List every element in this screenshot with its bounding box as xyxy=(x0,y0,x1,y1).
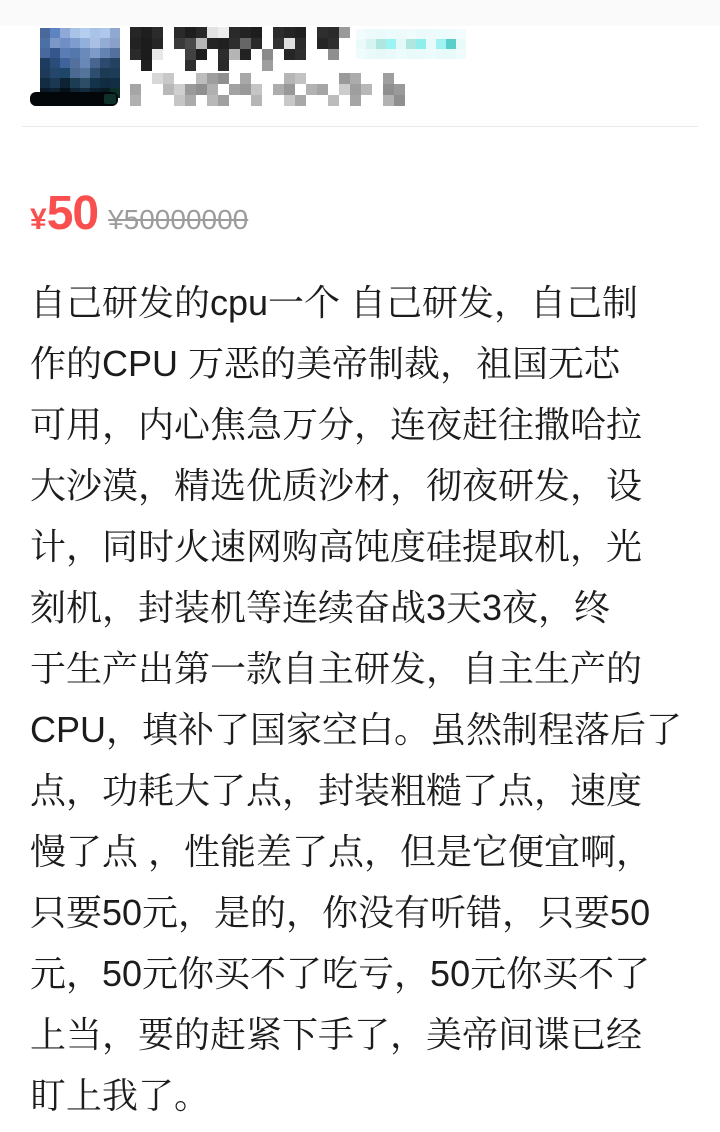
seller-subline-mosaic-cell xyxy=(196,84,207,95)
seller-badge-mosaic xyxy=(356,29,468,59)
seller-subline-mosaic-cell xyxy=(218,73,229,84)
seller-avatar-mosaic-cell xyxy=(70,58,80,68)
seller-username-mosaic-cell xyxy=(185,38,196,49)
seller-subline-mosaic-cell xyxy=(240,84,251,95)
seller-badge-mosaic-cell xyxy=(396,49,406,59)
seller-username-mosaic-cell xyxy=(141,27,152,38)
seller-subline-mosaic-cell xyxy=(207,73,218,84)
seller-subline-mosaic-cell xyxy=(339,84,350,95)
seller-badge-mosaic-cell xyxy=(386,29,396,39)
section-divider xyxy=(22,126,698,127)
seller-badge-mosaic-cell xyxy=(386,39,396,49)
seller-subline-mosaic-cell xyxy=(339,73,350,84)
seller-avatar-mosaic-cell xyxy=(90,78,100,88)
seller-avatar-mosaic-cell xyxy=(50,78,60,88)
seller-badge-mosaic-cell xyxy=(406,29,416,39)
seller-badge-mosaic-cell xyxy=(366,29,376,39)
seller-avatar-mosaic-cell xyxy=(70,78,80,88)
seller-subline-mosaic-cell xyxy=(130,84,141,95)
seller-username-mosaic-cell xyxy=(207,38,218,49)
seller-badge-mosaic-cell xyxy=(366,39,376,49)
seller-subline-mosaic-cell xyxy=(306,84,317,95)
description-line: 盯上我了。 xyxy=(30,1075,211,1116)
price-current-value: 50 xyxy=(46,187,99,240)
seller-avatar-mosaic-cell xyxy=(80,78,90,88)
seller-subline-mosaic-cell xyxy=(218,95,229,106)
price-currency-symbol: ¥ xyxy=(30,203,47,236)
seller-username-mosaic-cell xyxy=(152,38,163,49)
seller-avatar-mosaic-cell xyxy=(60,68,70,78)
seller-badge-mosaic-cell xyxy=(406,49,416,59)
seller-username-mosaic-cell xyxy=(218,60,229,71)
seller-badge-mosaic-cell xyxy=(446,39,456,49)
seller-username-mosaic-cell xyxy=(218,49,229,60)
seller-badge-mosaic-cell xyxy=(376,29,386,39)
seller-username-mosaic-cell xyxy=(328,38,339,49)
seller-header xyxy=(0,0,720,128)
seller-username-mosaic-cell xyxy=(251,27,262,38)
seller-username-mosaic-cell xyxy=(262,49,273,60)
seller-avatar-mosaic-cell xyxy=(70,38,80,48)
seller-subline-mosaic-cell xyxy=(273,84,284,95)
seller-username-mosaic-cell xyxy=(273,27,284,38)
seller-badge-mosaic-cell xyxy=(436,49,446,59)
seller-username-mosaic-cell xyxy=(317,38,328,49)
seller-avatar-mosaic-cell xyxy=(60,38,70,48)
price-original-value: ¥50000000 xyxy=(108,204,249,235)
seller-avatar-mosaic-cell xyxy=(110,48,120,58)
seller-username-mosaic-cell xyxy=(251,38,262,49)
seller-badge-mosaic-cell xyxy=(416,39,426,49)
seller-badge-mosaic-cell xyxy=(456,49,466,59)
seller-badge-mosaic-cell xyxy=(366,49,376,59)
seller-username-mosaic-cell xyxy=(196,38,207,49)
seller-subline-mosaic-cell xyxy=(350,95,361,106)
seller-username-mosaic-cell xyxy=(295,49,306,60)
seller-avatar-mosaic-cell xyxy=(40,38,50,48)
seller-subline-mosaic-cell xyxy=(185,84,196,95)
price-block xyxy=(30,186,248,241)
seller-badge-mosaic-cell xyxy=(386,49,396,59)
avatar-photo-bar xyxy=(30,92,118,106)
seller-avatar-mosaic-cell xyxy=(50,58,60,68)
seller-subline-mosaic-cell xyxy=(394,84,405,95)
seller-subline-mosaic-cell xyxy=(383,95,394,106)
seller-avatar-mosaic-cell xyxy=(110,28,120,38)
seller-avatar-mosaic-cell xyxy=(60,48,70,58)
description-line: CPU，填补了国家空白。虽然制程落后了 xyxy=(30,709,683,750)
seller-username-mosaic-cell xyxy=(196,49,207,60)
seller-avatar-mosaic-cell xyxy=(40,78,50,88)
seller-username-mosaic-cell xyxy=(174,38,185,49)
seller-badge-mosaic-cell xyxy=(456,39,466,49)
description-line: 点，功耗大了点，封装粗糙了点，速度 xyxy=(30,770,643,811)
description-line: 计，同时火速网购高饨度硅提取机，光 xyxy=(30,526,643,567)
seller-username-mosaic-cell xyxy=(284,27,295,38)
seller-username-mosaic-cell xyxy=(240,49,251,60)
seller-subline-mosaic-cell xyxy=(383,84,394,95)
seller-subline-mosaic-cell xyxy=(174,95,185,106)
seller-avatar-mosaic-cell xyxy=(80,38,90,48)
seller-badge-mosaic-cell xyxy=(376,49,386,59)
description-line: 作的CPU 万恶的美帝制裁，祖国无芯 xyxy=(30,343,621,384)
seller-username-mosaic-cell xyxy=(240,27,251,38)
seller-subline-mosaic-cell xyxy=(207,84,218,95)
seller-badge-mosaic-cell xyxy=(436,29,446,39)
seller-subline-mosaic-cell xyxy=(196,73,207,84)
seller-subline-mosaic-cell xyxy=(229,84,240,95)
seller-avatar-mosaic-cell xyxy=(90,38,100,48)
seller-subline-mosaic-cell xyxy=(207,95,218,106)
seller-subline-mosaic-cell xyxy=(174,84,185,95)
seller-avatar-mosaic-cell xyxy=(40,68,50,78)
seller-badge-mosaic-cell xyxy=(356,29,366,39)
seller-avatar-mosaic-cell xyxy=(60,78,70,88)
description-line: 刻机，封装机等连续奋战3天3夜，终 xyxy=(30,587,611,628)
seller-avatar-mosaic-cell xyxy=(100,48,110,58)
seller-username-mosaic-cell xyxy=(141,60,152,71)
seller-badge-mosaic-cell xyxy=(426,39,436,49)
seller-avatar-mosaic-cell xyxy=(110,68,120,78)
seller-subline-mosaic-cell xyxy=(152,73,163,84)
seller-subline-mosaic-cell xyxy=(251,84,262,95)
seller-username-mosaic-cell xyxy=(218,27,229,38)
seller-subline-mosaic-cell xyxy=(251,95,262,106)
seller-avatar-mosaic-cell xyxy=(50,28,60,38)
seller-avatar-mosaic-cell xyxy=(100,38,110,48)
seller-username-mosaic-cell xyxy=(185,49,196,60)
description-line: 上当，要的赶紧下手了，美帝间谍已经 xyxy=(30,1014,643,1055)
description-line: 大沙漠，精选优质沙材，彻夜研发，设 xyxy=(30,465,643,506)
seller-avatar-mosaic-cell xyxy=(80,68,90,78)
seller-badge-mosaic-cell xyxy=(396,29,406,39)
seller-username-mosaic-cell xyxy=(284,38,295,49)
seller-subline-mosaic-cell xyxy=(240,73,251,84)
seller-subline-mosaic-cell xyxy=(295,73,306,84)
seller-avatar-mosaic-cell xyxy=(90,48,100,58)
seller-username-mosaic-cell xyxy=(185,27,196,38)
seller-subline-mosaic-cell xyxy=(317,84,328,95)
seller-avatar-mosaic-cell xyxy=(80,48,90,58)
seller-avatar-mosaic-cell xyxy=(70,68,80,78)
description-line: 自己研发的cpu一个 自己研发，自己制 xyxy=(30,282,639,323)
seller-username-mosaic-cell xyxy=(295,38,306,49)
seller-avatar-mosaic-cell xyxy=(110,58,120,68)
seller-subline-mosaic-cell xyxy=(295,95,306,106)
seller-username-mosaic-cell xyxy=(284,49,295,60)
seller-username-mosaic-cell xyxy=(196,27,207,38)
seller-avatar-mosaic-cell xyxy=(60,28,70,38)
description-line: 可用，内心焦急万分，连夜赶往撒哈拉 xyxy=(30,404,643,445)
seller-avatar-mosaic-cell xyxy=(110,38,120,48)
seller-username-mosaic-cell xyxy=(229,38,240,49)
seller-avatar-mosaic-cell xyxy=(40,58,50,68)
seller-avatar-mosaic-cell xyxy=(90,28,100,38)
seller-badge-mosaic-cell xyxy=(426,49,436,59)
seller-avatar-mosaic[interactable] xyxy=(40,28,120,98)
seller-username-mosaic-cell xyxy=(152,49,163,60)
seller-avatar-mosaic-cell xyxy=(100,78,110,88)
seller-avatar-mosaic-cell xyxy=(70,28,80,38)
seller-subline-mosaic-cell xyxy=(284,95,295,106)
seller-avatar-mosaic-cell xyxy=(40,28,50,38)
seller-username-mosaic-cell xyxy=(240,38,251,49)
seller-username-mosaic[interactable] xyxy=(130,27,352,71)
seller-username-mosaic-cell xyxy=(295,27,306,38)
seller-username-mosaic-cell xyxy=(130,49,141,60)
item-description xyxy=(30,272,694,1126)
seller-username-mosaic-cell xyxy=(207,27,218,38)
description-line: 于生产出第一款自主研发，自主生产的 xyxy=(30,648,643,689)
seller-subline-mosaic-cell xyxy=(361,84,372,95)
seller-subline-mosaic-cell xyxy=(163,84,174,95)
seller-avatar-mosaic-cell xyxy=(60,58,70,68)
seller-avatar-mosaic-cell xyxy=(90,68,100,78)
seller-avatar-mosaic-cell xyxy=(80,28,90,38)
seller-subline-mosaic-cell xyxy=(284,84,295,95)
seller-username-mosaic-cell xyxy=(317,27,328,38)
seller-subline-mosaic-cell xyxy=(383,73,394,84)
seller-username-mosaic-cell xyxy=(262,60,273,71)
seller-badge-mosaic-cell xyxy=(446,29,456,39)
seller-badge-mosaic-cell xyxy=(456,29,466,39)
seller-username-mosaic-cell xyxy=(130,38,141,49)
seller-subline-mosaic-cell xyxy=(350,73,361,84)
description-line: 慢了点 ，性能差了点，但是它便宜啊， xyxy=(30,831,653,872)
seller-username-mosaic-cell xyxy=(328,27,339,38)
seller-username-mosaic-cell xyxy=(174,27,185,38)
seller-subline-mosaic-cell xyxy=(284,73,295,84)
seller-username-mosaic-cell xyxy=(141,49,152,60)
seller-subline-mosaic-cell xyxy=(350,84,361,95)
seller-subline-mosaic-cell xyxy=(328,95,339,106)
seller-username-mosaic-cell xyxy=(229,27,240,38)
seller-badge-mosaic-cell xyxy=(396,39,406,49)
seller-avatar-mosaic-cell xyxy=(50,38,60,48)
seller-badge-mosaic-cell xyxy=(356,39,366,49)
seller-username-mosaic-cell xyxy=(328,49,339,60)
description-line: 元，50元你买不了吃亏，50元你买不了 xyxy=(30,953,651,994)
seller-badge-mosaic-cell xyxy=(416,29,426,39)
seller-subline-mosaic-cell xyxy=(394,95,405,106)
seller-username-mosaic-cell xyxy=(185,60,196,71)
seller-badge-mosaic-cell xyxy=(446,49,456,59)
seller-avatar-mosaic-cell xyxy=(80,58,90,68)
seller-username-mosaic-cell xyxy=(218,38,229,49)
seller-avatar-mosaic-cell xyxy=(40,48,50,58)
seller-avatar-mosaic-cell xyxy=(110,78,120,88)
seller-avatar-mosaic-cell xyxy=(50,68,60,78)
seller-badge-mosaic-cell xyxy=(416,49,426,59)
seller-badge-mosaic-cell xyxy=(406,39,416,49)
seller-username-mosaic-cell xyxy=(130,27,141,38)
seller-subline-mosaic-cell xyxy=(163,73,174,84)
seller-username-mosaic-cell xyxy=(273,38,284,49)
seller-username-mosaic-cell xyxy=(152,27,163,38)
seller-subline-mosaic-cell xyxy=(185,95,196,106)
seller-avatar-mosaic-cell xyxy=(100,58,110,68)
seller-avatar-mosaic-cell xyxy=(90,58,100,68)
avatar-photo-bar-tail xyxy=(104,94,116,104)
seller-subline-mosaic-cell xyxy=(130,95,141,106)
seller-avatar-mosaic-cell xyxy=(50,48,60,58)
seller-badge-mosaic-cell xyxy=(376,39,386,49)
seller-username-mosaic-cell xyxy=(141,38,152,49)
seller-badge-mosaic-cell xyxy=(426,29,436,39)
seller-username-mosaic-cell xyxy=(339,27,350,38)
seller-badge-mosaic-cell xyxy=(356,49,366,59)
seller-username-mosaic-cell xyxy=(229,49,240,60)
seller-avatar-mosaic-cell xyxy=(70,48,80,58)
seller-badge-mosaic-cell xyxy=(436,39,446,49)
description-line: 只要50元，是的，你没有听错，只要50 xyxy=(30,892,651,933)
seller-subline-mosaic xyxy=(130,73,418,106)
seller-avatar-mosaic-cell xyxy=(100,28,110,38)
seller-avatar-mosaic-cell xyxy=(100,68,110,78)
